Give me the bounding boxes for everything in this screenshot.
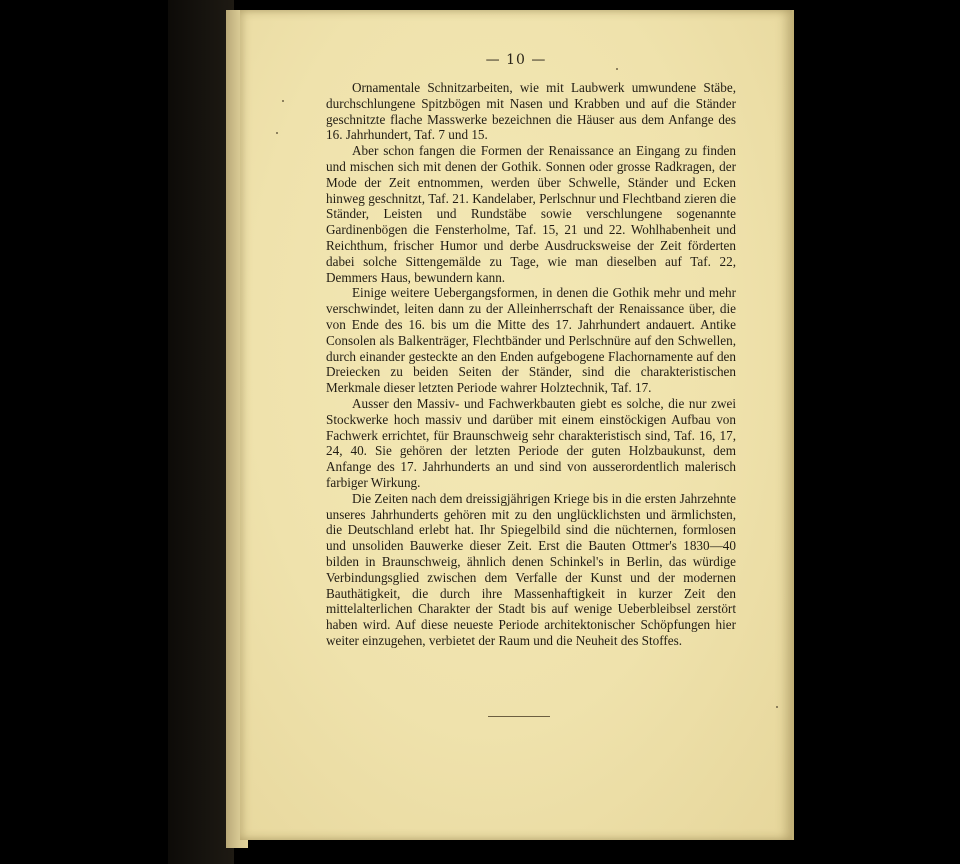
paragraph-5: Die Zeiten nach dem dreissigjährigen Kriege bis in die ersten Jahrzehnte unseres Jahrhunderts gehören mit zu den unglücklichsten und ärmlichsten, die Deutschland erlebt hat. Ihr Spiegelbild sind die nüchternen, formlosen und unsoliden Bauwerke dieser Zeit. Erst die Bauten Ottmer's 1830—40 bilden in Braunschweig, ähnlich denen Schinkel's in Berlin, das würdige Verbindungsglied zwischen dem Verfalle der Kunst und der modernen Bauthätigkeit, die durch ihre Massenhaftigkeit in kurzer Zeit den mittelalterlichen Charakter der Stadt bis auf wenige Ueberbleibsel zerstört haben wird. Auf diese neueste Periode architektonischer Schöpfungen hier weiter einzugehen, verbietet der Raum und die Neuheit des Stoffes.	[326, 490, 736, 648]
paragraph-2: Aber schon fangen die Formen der Renaissance an Eingang zu finden und mischen sich mit denen der Gothik. Sonnen oder grosse Radkragen, der Mode der Zeit entnommen, werden über Schwelle, Ständer und Ecken hinweg geschnitzt, Taf. 21. Kandelaber, Perlschnur und Flechtband zieren die Ständer, Leisten und Rundstäbe sowie verschlungene sogenannte Gardinenbögen die Fensterholme, Taf. 15, 21 und 22. Wohlhabenheit und Reichthum, frischer Humor und derbe Ausdrucksweise der Zeit förderten dabei solche Sittengemälde zu Tage, wie man dieselben auf Taf. 22, Demmers Haus, bewundern kann.	[326, 143, 736, 285]
paper-speck	[282, 100, 284, 102]
paper-speck	[616, 68, 618, 70]
end-rule	[488, 716, 550, 717]
scanner-margin	[168, 0, 234, 864]
paragraph-3: Einige weitere Uebergangsformen, in denen die Gothik mehr und mehr verschwindet, leiten dann zu der Alleinherrschaft der Renaissance über, die von Ende des 16. bis um die Mitte des 17. Jahrhundert andauert. Antike Consolen als Balkenträger, Flechtbänder und Perlschnüre auf den Schwellen, durch einander gesteckte an den Enden aufgebogene Flachornamente auf den Dreiecken zu beiden Seiten der Ständer, sind die charakteristischen Merkmale dieser letzten Periode wahrer Holztechnik, Taf. 17.	[326, 285, 736, 396]
document-page	[240, 10, 792, 840]
paper-speck	[276, 132, 278, 134]
body-text	[326, 80, 736, 649]
paragraph-4: Ausser den Massiv- und Fachwerkbauten giebt es solche, die nur zwei Stockwerke hoch massiv und darüber mit einem einstöckigen Aufbau von Fachwerk errichtet, für Braunschweig sehr charakteristisch sind, Taf. 16, 17, 24, 40. Sie gehören der letzten Periode der guten Holzbaukunst, dem Anfange des 17. Jahrhunderts an und sind von ausserordentlich malerisch farbiger Wirkung.	[326, 395, 736, 490]
paragraph-1: Ornamentale Schnitzarbeiten, wie mit Laubwerk umwundene Stäbe, durchschlungene Spitzbögen mit Nasen und Krabben und auf die Ständer geschnitzte flache Masswerke bezeichnen die Häuser aus dem Anfange des 16. Jahrhundert, Taf. 7 und 15.	[326, 80, 736, 143]
paper-speck	[776, 706, 778, 708]
page-number: — 10 —	[485, 52, 547, 68]
